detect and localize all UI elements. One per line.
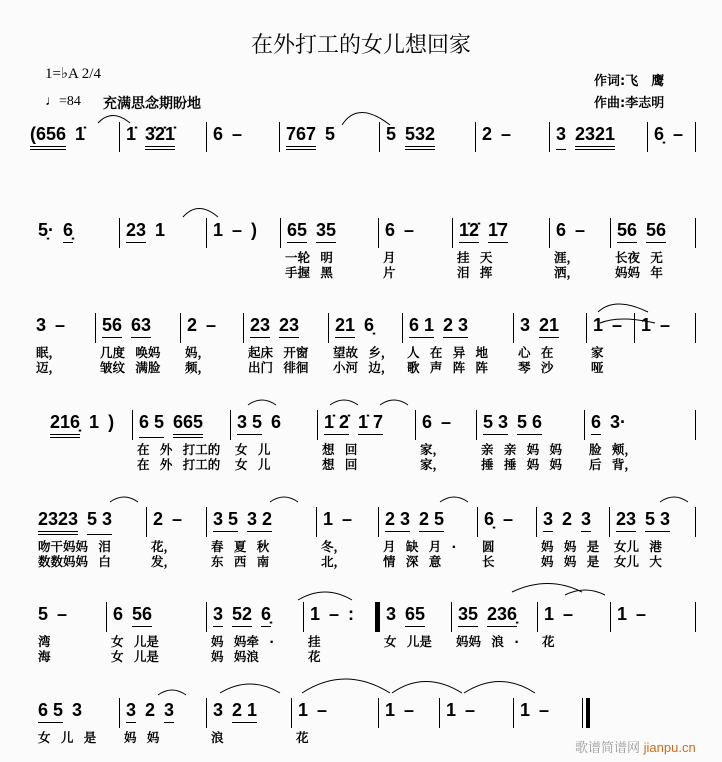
- watermark-domain: jianpu.cn: [643, 740, 696, 755]
- note-group: 3 5: [237, 412, 262, 435]
- note-group: 56: [646, 220, 666, 243]
- note-group: –: [501, 124, 512, 144]
- note-group: 52: [232, 604, 252, 627]
- lyric-verse-1: 挂: [308, 634, 321, 649]
- note-group: :: [348, 604, 355, 624]
- note-group: 532: [405, 124, 435, 150]
- lyric-verse-1: 月: [383, 250, 396, 265]
- note-group: –: [612, 315, 623, 335]
- note-group: 23: [616, 509, 636, 532]
- lyric-verse-1: 起床 开窗: [248, 345, 309, 360]
- note-group: –: [503, 509, 514, 529]
- note-group: 236̣: [487, 604, 517, 627]
- lyric-verse-1: 家，: [420, 442, 446, 457]
- note-group: 3: [72, 700, 83, 720]
- note-group: 216̣: [50, 412, 80, 438]
- lyric-verse-2: 在 外 打工的: [137, 457, 221, 472]
- note-group: 2 5: [419, 509, 444, 532]
- note-group: –: [673, 124, 684, 144]
- note-group: –: [172, 509, 183, 529]
- lyric-verse-1: 眠，: [36, 345, 62, 360]
- lyricist-credit: 作词:飞 鹰: [594, 74, 665, 89]
- lyric-verse-1: 妈 妈 是: [541, 539, 600, 554]
- lyric-verse-1: 吻干妈妈 泪: [38, 539, 111, 554]
- note-group: 3: [520, 315, 531, 335]
- note-group: 3: [36, 315, 47, 335]
- note-group: 1̇: [126, 124, 137, 144]
- lyric-verse-1: 妈，: [185, 345, 211, 360]
- expression-marking: 充满思念期盼地: [103, 96, 201, 112]
- note-group: 3 2: [247, 509, 272, 532]
- note-group: 1: [641, 315, 652, 335]
- note-group: 1: [593, 315, 604, 335]
- note-group: 6: [556, 220, 567, 240]
- lyric-verse-1: 长夜 无: [615, 250, 663, 265]
- lyric-verse-1: 月 缺 月 ·: [383, 539, 457, 554]
- lyric-verse-1: 花: [542, 634, 555, 649]
- note-group: 65: [287, 220, 307, 243]
- note-group: –: [563, 604, 574, 624]
- lyric-verse-2: 长: [482, 554, 495, 569]
- lyric-verse-1: 花，: [151, 539, 177, 554]
- note-group: 35: [458, 604, 478, 627]
- note-group: 5: [38, 604, 49, 624]
- note-group: 1: [310, 604, 321, 624]
- note-group: 1: [89, 412, 100, 432]
- note-group: 6: [213, 124, 224, 144]
- lyric-verse-1: 女 儿 是: [38, 730, 97, 745]
- lyric-verse-1: 妈 妈牵 ·: [211, 634, 274, 649]
- note-group: 2321: [575, 124, 615, 150]
- tempo-marking: ♩=84: [45, 94, 81, 109]
- note-group: –: [660, 315, 671, 335]
- note-group: 3: [386, 604, 397, 624]
- lyric-verse-2: 海: [38, 649, 51, 664]
- note-group: –: [232, 124, 243, 144]
- note-group: 2 3: [443, 315, 468, 338]
- note-group: 6̣: [484, 509, 495, 529]
- note-group: –: [342, 509, 353, 529]
- note-group: 2: [145, 700, 156, 720]
- lyric-verse-1: 挂 天: [457, 250, 493, 265]
- lyric-verse-2: 妈 妈 是: [541, 554, 600, 569]
- lyric-verse-1: 想 回: [322, 442, 358, 457]
- lyric-verse-2: 洒，: [554, 265, 580, 280]
- note-group: 1: [298, 700, 309, 720]
- note-group: 2: [562, 509, 573, 529]
- lyric-verse-2: 妈妈 年: [615, 265, 663, 280]
- note-group: 3 5: [213, 509, 238, 532]
- note-group: 6: [591, 412, 601, 435]
- lyric-verse-2: 后 背，: [589, 457, 637, 472]
- lyric-verse-2: 琴 沙: [518, 360, 554, 375]
- lyric-verse-1: 望故 乡，: [333, 345, 394, 360]
- lyric-verse-2: 捶 捶 妈 妈: [481, 457, 563, 472]
- lyric-verse-1: 脸 颊，: [589, 442, 637, 457]
- lyric-verse-2: 片: [383, 265, 396, 280]
- lyric-verse-1: 亲 亲 妈 妈: [481, 442, 563, 457]
- note-group: –: [404, 700, 415, 720]
- note-group: ): [108, 412, 115, 432]
- note-group: –: [636, 604, 647, 624]
- note-group: 23: [126, 220, 146, 243]
- watermark: [575, 737, 696, 756]
- note-group: –: [441, 412, 452, 432]
- note-group: 23: [279, 315, 299, 338]
- lyric-verse-2: 家，: [420, 457, 446, 472]
- lyric-verse-1: 妈 妈: [124, 730, 160, 745]
- lyric-verse-1: 浪: [211, 730, 224, 745]
- note-group: 56: [617, 220, 637, 243]
- note-group: 3: [581, 509, 591, 532]
- note-group: 665: [173, 412, 203, 438]
- lyric-verse-1: 冬，: [321, 539, 347, 554]
- note-group: 5̣·: [38, 220, 55, 240]
- lyric-verse-2: 数数妈妈 白: [38, 554, 111, 569]
- note-group: 1: [520, 700, 531, 720]
- note-group: –: [57, 604, 68, 624]
- note-group: 21: [539, 315, 559, 338]
- note-group: 6: [271, 412, 282, 432]
- lyric-verse-1: 春 夏 秋: [211, 539, 270, 554]
- note-group: 5 3: [483, 412, 508, 435]
- lyric-verse-1: 一轮 明: [285, 250, 333, 265]
- note-group: –: [329, 604, 340, 624]
- note-group: 2: [482, 124, 493, 144]
- lyric-verse-2: 手握 黑: [285, 265, 333, 280]
- lyric-verse-1: 女 儿是: [111, 634, 159, 649]
- note-group: 1̇7: [488, 220, 508, 243]
- composer-credit: 作曲:李志明: [594, 96, 665, 111]
- note-group: ): [251, 220, 258, 240]
- note-group: 2 3: [385, 509, 410, 532]
- lyric-verse-2: 女儿 大: [614, 554, 662, 569]
- note-group: 2: [187, 315, 198, 335]
- note-group: 1̇ 7: [358, 412, 383, 435]
- note-group: –: [575, 220, 586, 240]
- lyric-verse-1: 圆: [482, 539, 495, 554]
- note-group: 5: [325, 124, 336, 144]
- lyric-verse-2: 频，: [185, 360, 211, 375]
- note-group: 3: [213, 604, 223, 627]
- lyric-verse-1: 心 在: [518, 345, 554, 360]
- note-group: 2 1: [232, 700, 257, 723]
- note-group: 1̇2̇: [459, 220, 479, 243]
- watermark-site: 歌谱简谱网: [575, 740, 641, 755]
- lyric-verse-2: 妈 妈浪: [211, 649, 259, 664]
- note-group: 1: [155, 220, 166, 240]
- note-group: 56: [102, 315, 122, 338]
- note-group: 5 3: [645, 509, 670, 532]
- note-group: –: [539, 700, 550, 720]
- note-group: –: [55, 315, 66, 335]
- note-group: 2: [153, 509, 164, 529]
- note-group: (656: [30, 124, 66, 150]
- note-group: 6̣: [261, 604, 271, 627]
- lyric-verse-1: 几度 唤妈: [100, 345, 161, 360]
- note-group: 65: [405, 604, 425, 627]
- note-group: 1: [544, 604, 555, 624]
- note-group: 1: [617, 604, 628, 624]
- lyric-verse-1: 家: [591, 345, 604, 360]
- note-group: 56: [132, 604, 152, 627]
- note-group: 3: [543, 509, 553, 532]
- lyric-verse-1: 涯，: [554, 250, 580, 265]
- note-group: –: [206, 315, 217, 335]
- lyric-verse-2: 出门 徘徊: [248, 360, 309, 375]
- note-group: 5 3: [87, 509, 112, 535]
- note-group: 3·: [610, 412, 627, 432]
- note-group: 6: [422, 412, 433, 432]
- key-signature: 1=♭A 2/4: [45, 66, 101, 82]
- lyric-verse-2: 歌 声 阵 阵: [407, 360, 489, 375]
- lyric-verse-1: 在 外 打工的: [137, 442, 221, 457]
- lyric-verse-1: 女 儿是: [384, 634, 432, 649]
- note-group: –: [404, 220, 415, 240]
- note-group: 23: [250, 315, 270, 338]
- note-group: 3: [164, 700, 174, 723]
- note-group: –: [465, 700, 476, 720]
- lyric-verse-1: 女儿 港: [614, 539, 662, 554]
- lyric-verse-2: 发，: [151, 554, 177, 569]
- note-group: 3̇2̇1̇: [145, 124, 175, 150]
- note-group: 5: [386, 124, 397, 144]
- note-group: 1̇: [75, 124, 86, 144]
- note-group: 2323: [38, 509, 78, 535]
- lyric-verse-1: 妈妈 浪 ·: [456, 634, 519, 649]
- lyric-verse-2: 北，: [321, 554, 347, 569]
- note-group: 21: [335, 315, 355, 338]
- note-group: 63: [131, 315, 151, 338]
- note-group: 6̣: [63, 220, 73, 243]
- lyric-verse-2: 花: [308, 649, 321, 664]
- note-group: 6̣: [364, 315, 375, 335]
- lyric-verse-1: 女 儿: [235, 442, 271, 457]
- lyric-verse-1: 湾: [38, 634, 51, 649]
- note-group: 1: [323, 509, 334, 529]
- note-group: 6 1: [409, 315, 434, 338]
- note-group: 3: [556, 124, 566, 150]
- note-group: 1: [446, 700, 457, 720]
- lyric-verse-2: 小河 边，: [333, 360, 394, 375]
- lyric-verse-2: 泪 挥: [457, 265, 493, 280]
- lyric-verse-2: 想 回: [322, 457, 358, 472]
- lyric-verse-2: 女 儿是: [111, 649, 159, 664]
- lyric-verse-2: 情 深 意: [383, 554, 442, 569]
- lyric-verse-1: 花: [296, 730, 309, 745]
- note-group: 767: [286, 124, 316, 150]
- note-group: 6: [385, 220, 396, 240]
- note-group: 35: [316, 220, 336, 243]
- note-group: 1: [385, 700, 396, 720]
- lyric-verse-2: 东 西 南: [211, 554, 270, 569]
- note-group: –: [232, 220, 243, 240]
- note-group: 3: [213, 700, 224, 720]
- lyric-verse-1: 人 在 异 地: [407, 345, 489, 360]
- note-group: 6̣: [654, 124, 665, 144]
- note-group: 1̇ 2̇: [324, 412, 349, 435]
- lyric-verse-2: 哑: [591, 360, 604, 375]
- song-title: 在外打工的女儿想回家: [250, 33, 471, 58]
- note-group: 6: [113, 604, 124, 624]
- note-group: 6 5: [38, 700, 63, 723]
- note-group: –: [317, 700, 328, 720]
- lyric-verse-2: 迈，: [36, 360, 62, 375]
- lyric-verse-2: 皱纹 满脸: [100, 360, 161, 375]
- note-group: 6 5: [139, 412, 164, 438]
- note-group: 3: [126, 700, 136, 723]
- note-group: 1: [213, 220, 224, 240]
- note-group: 5 6: [517, 412, 542, 435]
- lyric-verse-2: 女 儿: [235, 457, 271, 472]
